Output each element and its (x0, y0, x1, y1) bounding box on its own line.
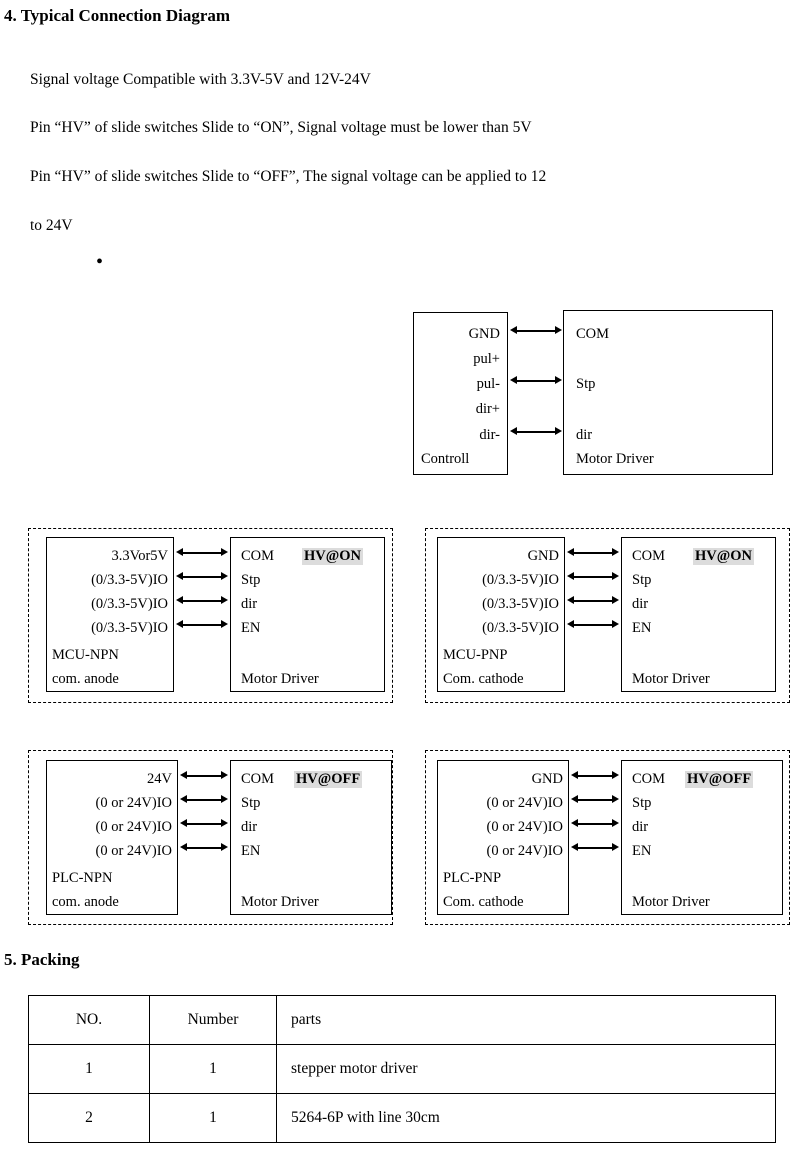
plc-npn-driver-pin-com: COM (241, 771, 275, 787)
table-header-row (29, 996, 776, 1045)
cell-no-2: 2 (29, 1094, 150, 1143)
mcu-npn-driver-pin-com: COM (241, 548, 275, 564)
paragraph-signal-voltage: Signal voltage Compatible with 3.3V-5V and 12V-24V (30, 71, 371, 88)
controller-pin-dir-plus: dir+ (475, 401, 500, 417)
mcu-pnp-subtitle: Com. cathode (443, 671, 524, 687)
mcu-npn-driver-pin-en: EN (241, 620, 261, 636)
mcu-pnp-driver-pin-stp: Stp (632, 572, 652, 588)
plc-npn-subtitle: com. anode (52, 894, 119, 910)
arrow-mcu-pnp-3 (567, 596, 619, 605)
plc-pnp-subtitle: Com. cathode (443, 894, 524, 910)
arrow-gnd-com (510, 326, 562, 335)
mcu-pnp-pin-io-3: (0/3.3-5V)IO (482, 620, 559, 636)
mcu-npn-driver-title: Motor Driver (241, 671, 319, 687)
status-badge-hv-off-plc-pnp: HV@OFF (687, 771, 752, 787)
cell-no-1: 1 (29, 1045, 150, 1094)
plc-npn-driver-pin-dir: dir (241, 819, 258, 835)
mcu-pnp-title: MCU-PNP (443, 647, 508, 663)
arrow-mcu-pnp-4 (567, 620, 619, 629)
status-badge-hv-on-mcu-npn: HV@ON (304, 548, 361, 564)
arrow-plc-pnp-2 (571, 795, 619, 804)
page-title-connection-diagram: 4. Typical Connection Diagram (4, 6, 231, 25)
controller-pin-dir-minus: dir- (479, 427, 500, 443)
top-driver-pin-com: COM (576, 326, 610, 342)
bullet-point: • (96, 251, 104, 273)
plc-pnp-driver-pin-en: EN (632, 843, 652, 859)
plc-pnp-driver-pin-dir: dir (632, 819, 649, 835)
table-row (29, 1045, 776, 1094)
plc-npn-title: PLC-NPN (52, 870, 113, 886)
plc-npn-pin-24v: 24V (147, 771, 172, 787)
controller-box-title: Controll (421, 451, 470, 467)
cell-parts-1: stepper motor driver (277, 1045, 776, 1094)
paragraph-hv-off-cont: to 24V (30, 217, 73, 234)
arrow-mcu-npn-3 (176, 596, 228, 605)
mcu-npn-title: MCU-NPN (52, 647, 119, 663)
mcu-pnp-pin-io-1: (0/3.3-5V)IO (482, 572, 559, 588)
mcu-npn-subtitle: com. anode (52, 671, 119, 687)
mcu-pnp-pin-gnd: GND (527, 548, 559, 564)
arrow-pul-stp (510, 376, 562, 385)
plc-npn-pin-io-2: (0 or 24V)IO (95, 819, 172, 835)
cell-parts-2: 5264-6P with line 30cm (277, 1094, 776, 1143)
plc-npn-pin-io-1: (0 or 24V)IO (95, 795, 172, 811)
arrow-plc-npn-4 (180, 843, 228, 852)
plc-pnp-driver-pin-stp: Stp (632, 795, 652, 811)
controller-pin-pul-plus: pul+ (473, 351, 500, 367)
arrow-mcu-npn-2 (176, 572, 228, 581)
plc-pnp-pin-io-3: (0 or 24V)IO (486, 843, 563, 859)
mcu-pnp-driver-pin-en: EN (632, 620, 652, 636)
mcu-npn-pin-vcc: 3.3Vor5V (111, 548, 168, 564)
top-driver-pin-stp: Stp (576, 376, 596, 392)
arrow-mcu-pnp-2 (567, 572, 619, 581)
mcu-npn-pin-io-3: (0/3.3-5V)IO (91, 620, 168, 636)
plc-npn-driver-title: Motor Driver (241, 894, 319, 910)
status-badge-hv-off-plc-npn: HV@OFF (296, 771, 361, 787)
arrow-plc-npn-1 (180, 771, 228, 780)
column-header-no: NO. (29, 996, 150, 1045)
cell-number-1: 1 (150, 1045, 277, 1094)
table-row (29, 1094, 776, 1143)
mcu-npn-pin-io-2: (0/3.3-5V)IO (91, 596, 168, 612)
mcu-pnp-driver-pin-com: COM (632, 548, 666, 564)
arrow-mcu-npn-1 (176, 548, 228, 557)
arrow-plc-npn-3 (180, 819, 228, 828)
mcu-npn-pin-io-1: (0/3.3-5V)IO (91, 572, 168, 588)
plc-npn-pin-io-3: (0 or 24V)IO (95, 843, 172, 859)
plc-npn-driver-pin-stp: Stp (241, 795, 261, 811)
arrow-plc-pnp-3 (571, 819, 619, 828)
mcu-npn-driver-pin-stp: Stp (241, 572, 261, 588)
status-badge-hv-on-mcu-pnp: HV@ON (695, 548, 752, 564)
packing-table (28, 995, 776, 1143)
plc-npn-driver-pin-en: EN (241, 843, 261, 859)
plc-pnp-title: PLC-PNP (443, 870, 502, 886)
page-title-packing: 5. Packing (4, 950, 80, 969)
controller-pin-pul-minus: pul- (476, 376, 500, 392)
arrow-mcu-npn-4 (176, 620, 228, 629)
arrow-plc-pnp-1 (571, 771, 619, 780)
controller-pin-gnd: GND (468, 326, 500, 342)
paragraph-hv-off: Pin “HV” of slide switches Slide to “OFF”, The signal voltage can be applied to 12 (30, 168, 547, 185)
mcu-pnp-pin-io-2: (0/3.3-5V)IO (482, 596, 559, 612)
column-header-parts: parts (277, 996, 776, 1045)
column-header-number: Number (150, 996, 277, 1045)
plc-pnp-pin-gnd: GND (531, 771, 563, 787)
mcu-pnp-driver-pin-dir: dir (632, 596, 649, 612)
plc-pnp-driver-title: Motor Driver (632, 894, 710, 910)
top-driver-box-title: Motor Driver (576, 451, 654, 467)
arrow-plc-npn-2 (180, 795, 228, 804)
cell-number-2: 1 (150, 1094, 277, 1143)
arrow-dir-dir (510, 427, 562, 436)
top-driver-pin-dir: dir (576, 427, 593, 443)
mcu-pnp-driver-title: Motor Driver (632, 671, 710, 687)
plc-pnp-pin-io-2: (0 or 24V)IO (486, 819, 563, 835)
arrow-mcu-pnp-1 (567, 548, 619, 557)
paragraph-hv-on: Pin “HV” of slide switches Slide to “ON”, Signal voltage must be lower than 5V (30, 119, 532, 136)
mcu-npn-driver-pin-dir: dir (241, 596, 258, 612)
plc-pnp-pin-io-1: (0 or 24V)IO (486, 795, 563, 811)
arrow-plc-pnp-4 (571, 843, 619, 852)
plc-pnp-driver-pin-com: COM (632, 771, 666, 787)
